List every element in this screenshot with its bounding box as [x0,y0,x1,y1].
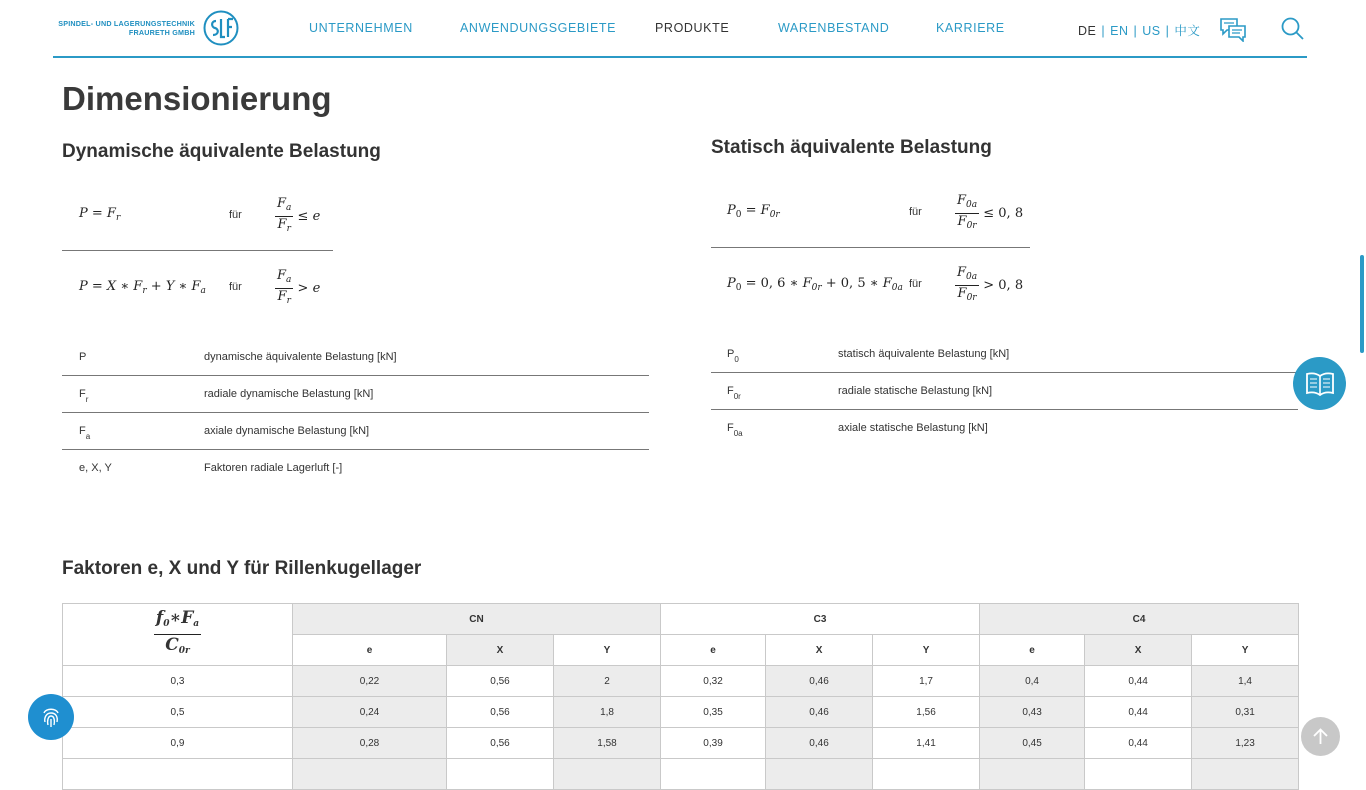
formula-dynamic-2: P = X ∗ $F_r + Y$ ∗ $F_a$ [79,279,206,296]
col-header: Y [873,635,980,666]
table-cell: 0,56 [447,728,554,759]
table-cell: 0,43 [980,697,1085,728]
fingerprint-icon [39,705,63,729]
col-header: e [980,635,1085,666]
table-cell: 1,8 [554,697,661,728]
for-label: für [229,209,242,221]
search-icon[interactable] [1280,16,1306,42]
ratio-header: $\frac{f_0∗F_a}{C_{0r}}$ [63,604,293,666]
logo-line-2: FRAURETH GMBH [128,28,195,37]
def-text: axiale statische Belastung [kN] [838,422,988,434]
dynamic-load-title: Dynamische äquivalente Belastung [62,141,381,162]
def-text: axiale dynamische Belastung [kN] [204,425,370,437]
col-header: Y [554,635,661,666]
table-cell: 0,3 [63,666,293,697]
nav-produkte[interactable]: PRODUKTE [655,21,730,35]
table-cell: 0,4 [980,666,1085,697]
formula-static-2: $P_0 = 0$, 6 ∗ $F_{0r} + 0$, 5 ∗ $F_{0a}$ [727,276,903,293]
col-header: Y [1192,635,1299,666]
formula-divider [711,247,1030,248]
def-text: radiale statische Belastung [kN] [838,385,993,397]
table-cell: 1,41 [873,728,980,759]
lang-zh[interactable]: 中文 [1174,24,1201,38]
def-divider [62,375,649,376]
table-cell: 0,44 [1085,666,1192,697]
scroll-to-top-button[interactable] [1301,717,1340,756]
nav-unternehmen[interactable]: UNTERNEHMEN [309,21,413,35]
lang-separator: | [1165,24,1170,38]
lang-us[interactable]: US [1142,24,1161,38]
logo-line-1: SPINDEL- UND LAGERUNGSTECHNIK [58,19,195,28]
table-cell: 0,44 [1085,697,1192,728]
slf-logo-icon [203,10,239,46]
formula-static-1: $P_0 = F_{0r}$ [727,203,780,220]
def-divider [711,409,1298,410]
formula-divider [62,250,333,251]
for-label: für [909,206,922,218]
def-symbol: $F_{0a}$ [727,422,743,438]
col-header: e [661,635,766,666]
def-text: statisch äquivalente Belastung [kN] [838,348,1010,360]
nav-karriere[interactable]: KARRIERE [936,21,1005,35]
logo-wordmark [53,19,195,37]
group-header-c4: C4 [980,604,1299,635]
col-header: X [766,635,873,666]
privacy-button[interactable] [28,694,74,740]
site-header [53,0,1307,58]
lang-separator: | [1133,24,1138,38]
scrollbar-thumb[interactable] [1360,255,1364,353]
table-cell: 0,32 [661,666,766,697]
def-symbol: e, X, Y [79,462,112,474]
chat-icon[interactable] [1219,16,1247,42]
table-row [63,728,1299,759]
def-text: radiale dynamische Belastung [kN] [204,388,374,400]
group-header-cn: CN [293,604,661,635]
formula-dynamic-1: $P = F_r$ [79,206,121,223]
def-divider [62,412,649,413]
table-cell: 0,46 [766,666,873,697]
def-divider [62,449,649,450]
factors-table [62,603,1299,790]
table-cell: 1,7 [873,666,980,697]
table-cell: 0,45 [980,728,1085,759]
table-cell: 0,56 [447,666,554,697]
table-cell: 0,56 [447,697,554,728]
col-header: e [293,635,447,666]
page-title: Dimensionierung [62,80,332,117]
logo[interactable] [53,10,243,46]
table-cell: 0,46 [766,697,873,728]
table-cell: 1,56 [873,697,980,728]
factors-title: Faktoren e, X und Y für Rillenkugellager [62,558,422,579]
table-cell: 0,35 [661,697,766,728]
lang-de[interactable]: DE [1078,24,1097,38]
condition-dynamic-2: $\frac{F_a}{F_r}$ > e [277,268,321,306]
table-cell: 1,58 [554,728,661,759]
book-icon [1305,371,1335,397]
for-label: für [229,281,242,293]
condition-dynamic-1: $\frac{F_a}{F_r}$ ≤ e [277,196,321,234]
arrow-up-icon [1312,727,1329,746]
static-load-title: Statisch äquivalente Belastung [711,137,992,158]
table-row [63,666,1299,697]
table-cell: 0,9 [63,728,293,759]
for-label: für [909,278,922,290]
language-switcher [1078,21,1200,39]
table-cell: 1,23 [1192,728,1299,759]
group-header-c3: C3 [661,604,980,635]
condition-static-2: $\frac{F_{0a}}{F_{0r}}$ > 0, 8 [957,265,1024,303]
def-symbol: P [79,351,87,363]
condition-static-1: $\frac{F_{0a}}{F_{0r}}$ ≤ 0, 8 [957,193,1024,231]
table-cell: 0,5 [63,697,293,728]
def-symbol: $F_a$ [79,425,91,441]
table-cell: 2 [554,666,661,697]
nav-warenbestand[interactable]: WARENBESTAND [778,21,890,35]
def-divider [711,372,1298,373]
def-symbol: $F_r$ [79,388,89,404]
table-cell: 0,46 [766,728,873,759]
table-cell: 0,31 [1192,697,1299,728]
table-cell: 0,39 [661,728,766,759]
lang-separator: | [1101,24,1106,38]
table-row [63,759,1299,790]
table-cell: 1,4 [1192,666,1299,697]
table-cell: 0,28 [293,728,447,759]
lang-en[interactable]: EN [1110,24,1129,38]
catalog-button[interactable] [1293,357,1346,410]
nav-anwendungsgebiete[interactable]: ANWENDUNGSGEBIETE [460,21,617,35]
table-cell: 0,44 [1085,728,1192,759]
def-symbol: $F_{0r}$ [727,385,741,401]
def-text: Faktoren radiale Lagerluft [-] [204,462,343,474]
col-header: X [1085,635,1192,666]
def-text: dynamische äquivalente Belastung [kN] [204,351,397,363]
table-cell: 0,24 [293,697,447,728]
table-cell: 0,22 [293,666,447,697]
col-header: X [447,635,554,666]
table-row [63,697,1299,728]
def-symbol: $P_0$ [727,348,739,364]
